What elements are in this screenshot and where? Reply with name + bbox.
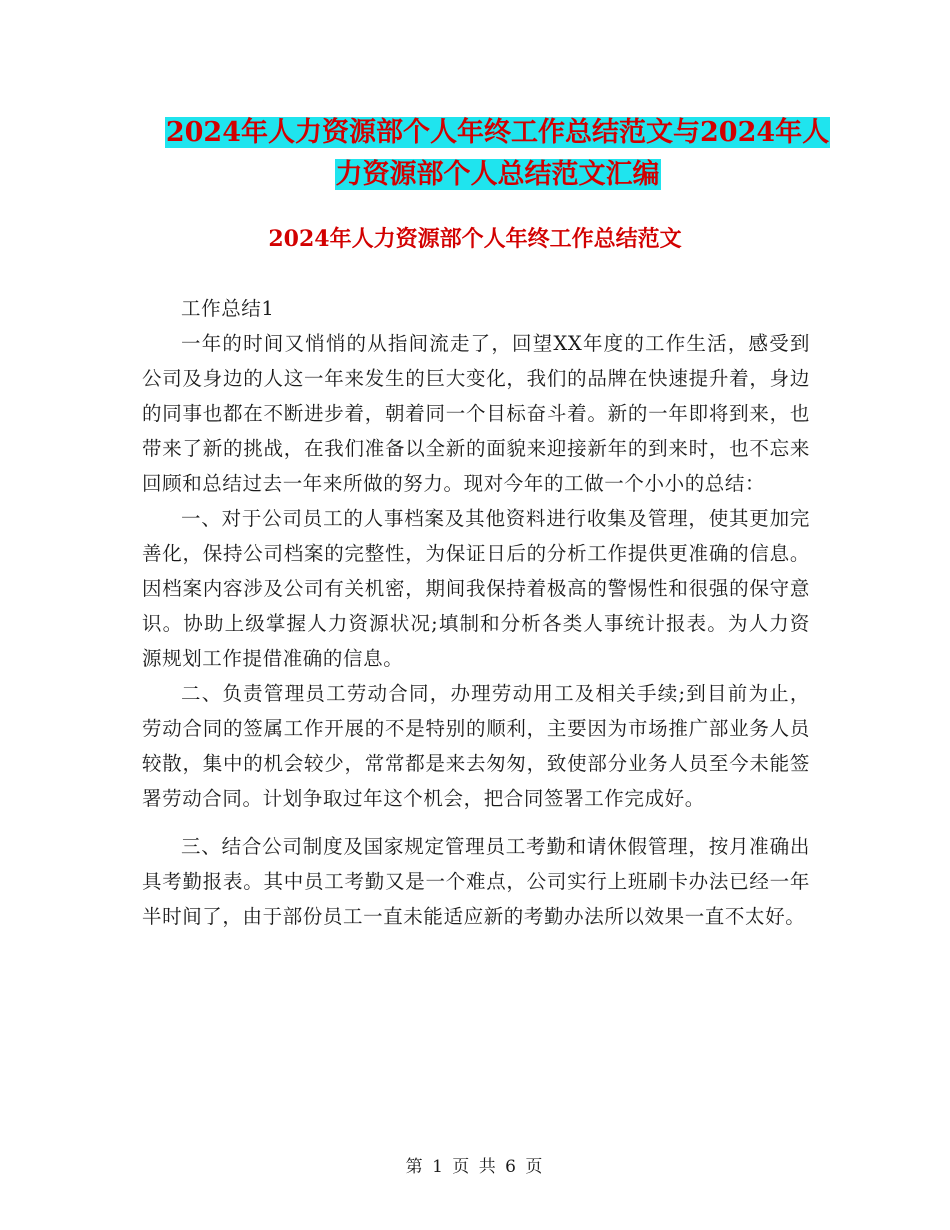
paragraph-item-1: 一、对于公司员工的人事档案及其他资料进行收集及管理，使其更加完善化，保持公司档案的完整性，为保证日后的分析工作提供更准确的信息。因档案内容涉及公司有关机密，期间我保持着极高的警惕性和很强的保守意识。协助上级掌握人力资源状况;填制和分析各类人事统计报表。为人力资源规划工作提借准确的信息。 xyxy=(142,507,810,670)
paragraph-item-2: 二、负责管理员工劳动合同，办理劳动用工及相关手续;到目前为止，劳动合同的签属工作开展的不是特别的顺利，主要因为市场推广部业务人员较散，集中的机会较少，常常都是来去匆匆，致使部分业务人员至今未能签署劳动合同。计划争取过年这个机会，把合同签署工作完成好。 xyxy=(142,682,810,810)
main-title xyxy=(140,112,855,196)
page-footer: 第 1 页 共 6 页 xyxy=(405,1157,545,1177)
paragraph-intro: 一年的时间又悄悄的从指间流走了，回望XX年度的工作生活，感受到公司及身边的人这一年来发生的巨大变化，我们的品牌在快速提升着，身边的同事也都在不断进步着，朝着同一个目标奋斗着。新的一年即将到来，也带来了新的挑战，在我们准备以全新的面貌来迎接新年的到来时，也不忘来回顾和总结过去一年来所做的努力。现对今年的工做一个小小的总结： xyxy=(142,332,810,495)
paragraph-item-3: 三、结合公司制度及国家规定管理员工考勤和请休假管理，按月准确出具考勤报表。其中员工考勤又是一个难点，公司实行上班刷卡办法已经一年半时间了，由于部份员工一直未能适应新的考勤办法所以效果一直不太好。 xyxy=(142,835,810,928)
document-body xyxy=(142,291,810,934)
section-title: 2024年人力资源部个人年终工作总结范文 xyxy=(268,226,682,252)
main-title-line-1: 2024年人力资源部个人年终工作总结范文与2024年人 xyxy=(165,117,830,148)
main-title-line-2: 力资源部个人总结范文汇编 xyxy=(335,159,660,190)
section-label: 工作总结1 xyxy=(181,297,275,320)
